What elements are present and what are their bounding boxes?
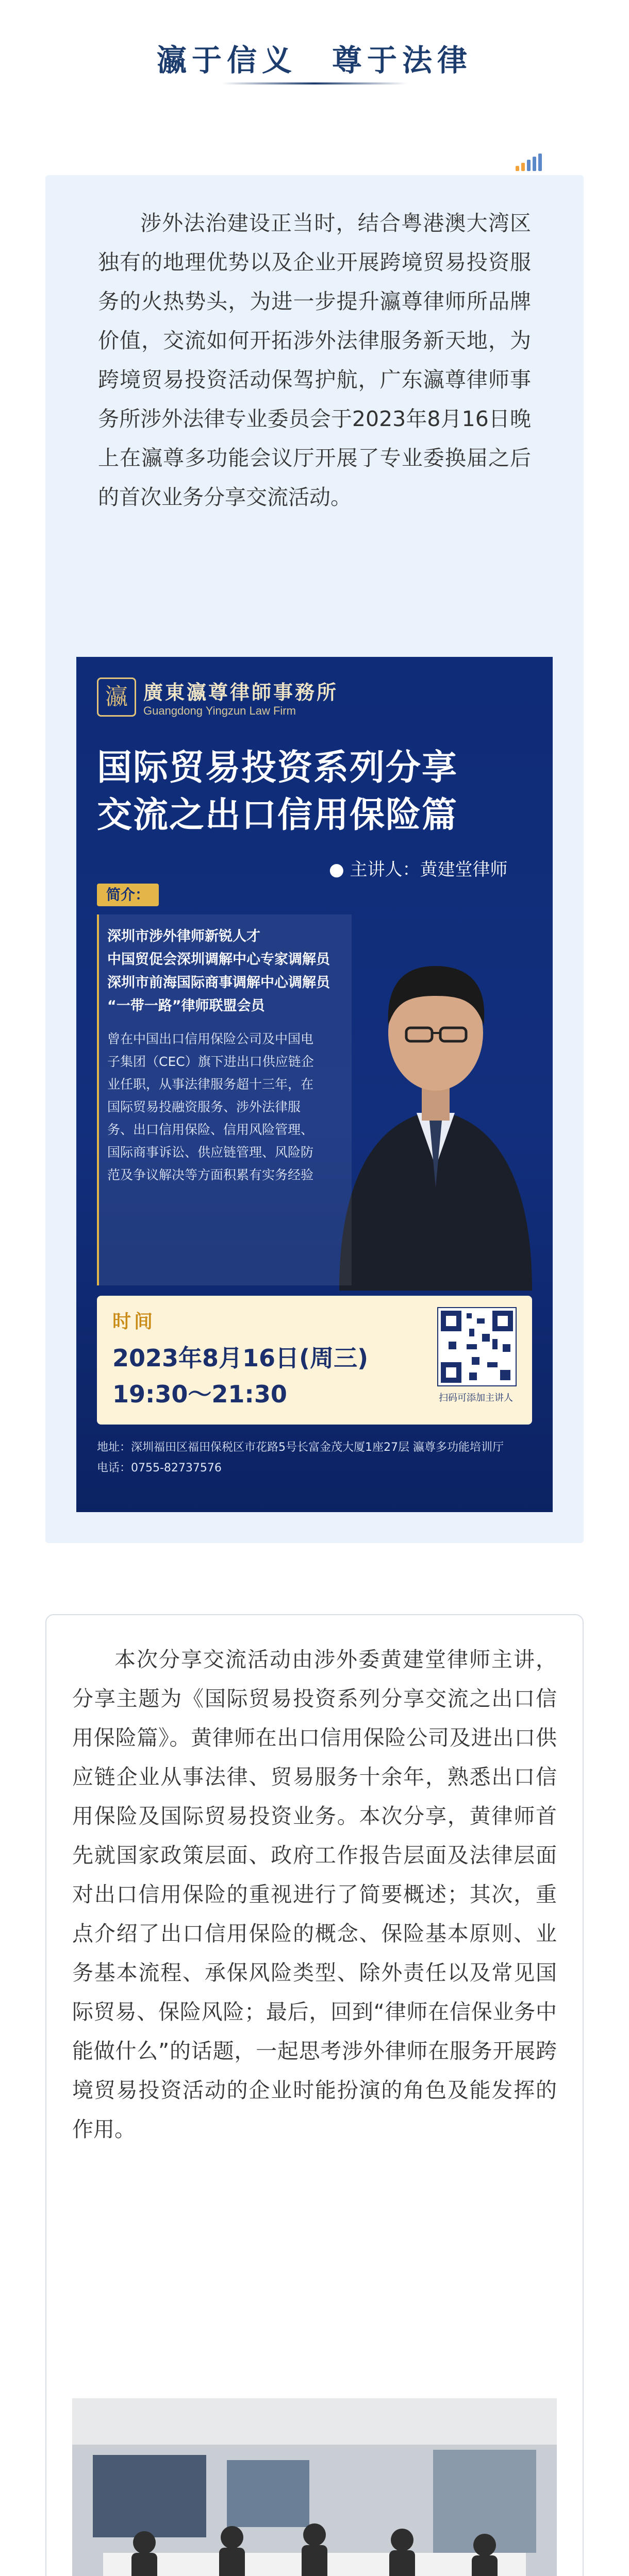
firm-name-en: Guangdong Yingzun Law Firm xyxy=(143,704,296,717)
intro-label: 简介： xyxy=(97,884,159,906)
poster-phone: 电话：0755-82737576 xyxy=(97,1462,222,1475)
time-label: 时间 xyxy=(112,1311,156,1332)
title-underline xyxy=(222,82,407,84)
summary-paragraph: 本次分享交流活动由涉外委黄建堂律师主讲，分享主题为《国际贸易投资系列分享交流之出口信用保险篇》。黄律师在出口信用保险公司及进出口供应链企业从事法律、贸易服务十余年，熟悉出口信用保险及国际贸易投资业务。本次分享，黄律师首先就国家政策层面、政府工作报告层面及法律层面对出口信用保险的重视进行了简要概述；其次，重点介绍了出口信用保险的概念、保险基本原则、业务基本流程、承保风险类型、除外责任以及常见国际贸易、保险风险；最后，回到“律师在信保业务中能做什么”的话题，一起思考涉外律师在服务开展跨境贸易投资活动的企业时能扮演的角色及能发挥的作用。 xyxy=(72,1647,557,2142)
intro-paragraph: 涉外法治建设正当时，结合粤港澳大湾区独有的地理优势以及企业开展跨境贸易投资服务的火热势头，为进一步提升瀛尊律师所品牌价值，交流如何开拓涉外法律服务新天地，为跨境贸易投资活动保驾护航，广东瀛尊律师事务所涉外法律专业委员会于2023年8月16日晚上在瀛尊多功能会议厅开展了专业委换届之后的首次业务分享交流活动。 xyxy=(98,211,531,510)
poster-speaker: ● 主讲人：黄建堂律师 xyxy=(329,859,508,880)
intro-line: 中国贸促会深圳调解中心专家调解员 xyxy=(107,952,330,968)
event-date: 2023年8月16日(周三) xyxy=(112,1344,369,1372)
intro-line: “一带一路”律师联盟会员 xyxy=(107,998,265,1014)
poster-address: 地址：深圳福田区福田保税区市花路5号长富金茂大厦1座27层 瀛尊多功能培训厅 xyxy=(97,1441,504,1454)
page-title: 瀛于信义 尊于法律 xyxy=(156,43,472,78)
intro-line: 深圳市涉外律师新锐人才 xyxy=(107,928,260,944)
poster-headline-line2: 交流之出口信用保险篇 xyxy=(97,795,458,836)
qr-caption: 扫码可添加主讲人 xyxy=(439,1393,513,1403)
poster-footer xyxy=(97,1437,540,1479)
firm-logo-icon: 瀛 xyxy=(97,677,136,717)
event-poster xyxy=(76,657,553,1512)
intro-description: 曾在中国出口信用保险公司及中国电子集团（CEC）旗下进出口供应链企业任职，从事法律服务超十三年，在国际贸易投融资服务、涉外法律服务、出口信用保险、信用风险管理、国际商事诉讼、供应链管理、风险防范及争议解决等方面积累有实务经验 xyxy=(107,1031,314,1182)
event-photo-1 xyxy=(72,2398,557,2576)
intro-line: 深圳市前海国际商事调解中心调解员 xyxy=(107,975,330,991)
poster-headline-line1: 国际贸易投资系列分享 xyxy=(97,748,458,788)
event-time: 19:30～21:30 xyxy=(112,1380,287,1408)
firm-name-cn: 廣東瀛尊律師事務所 xyxy=(143,681,339,704)
poster-headline xyxy=(97,744,540,839)
qr-code-icon xyxy=(437,1307,517,1386)
